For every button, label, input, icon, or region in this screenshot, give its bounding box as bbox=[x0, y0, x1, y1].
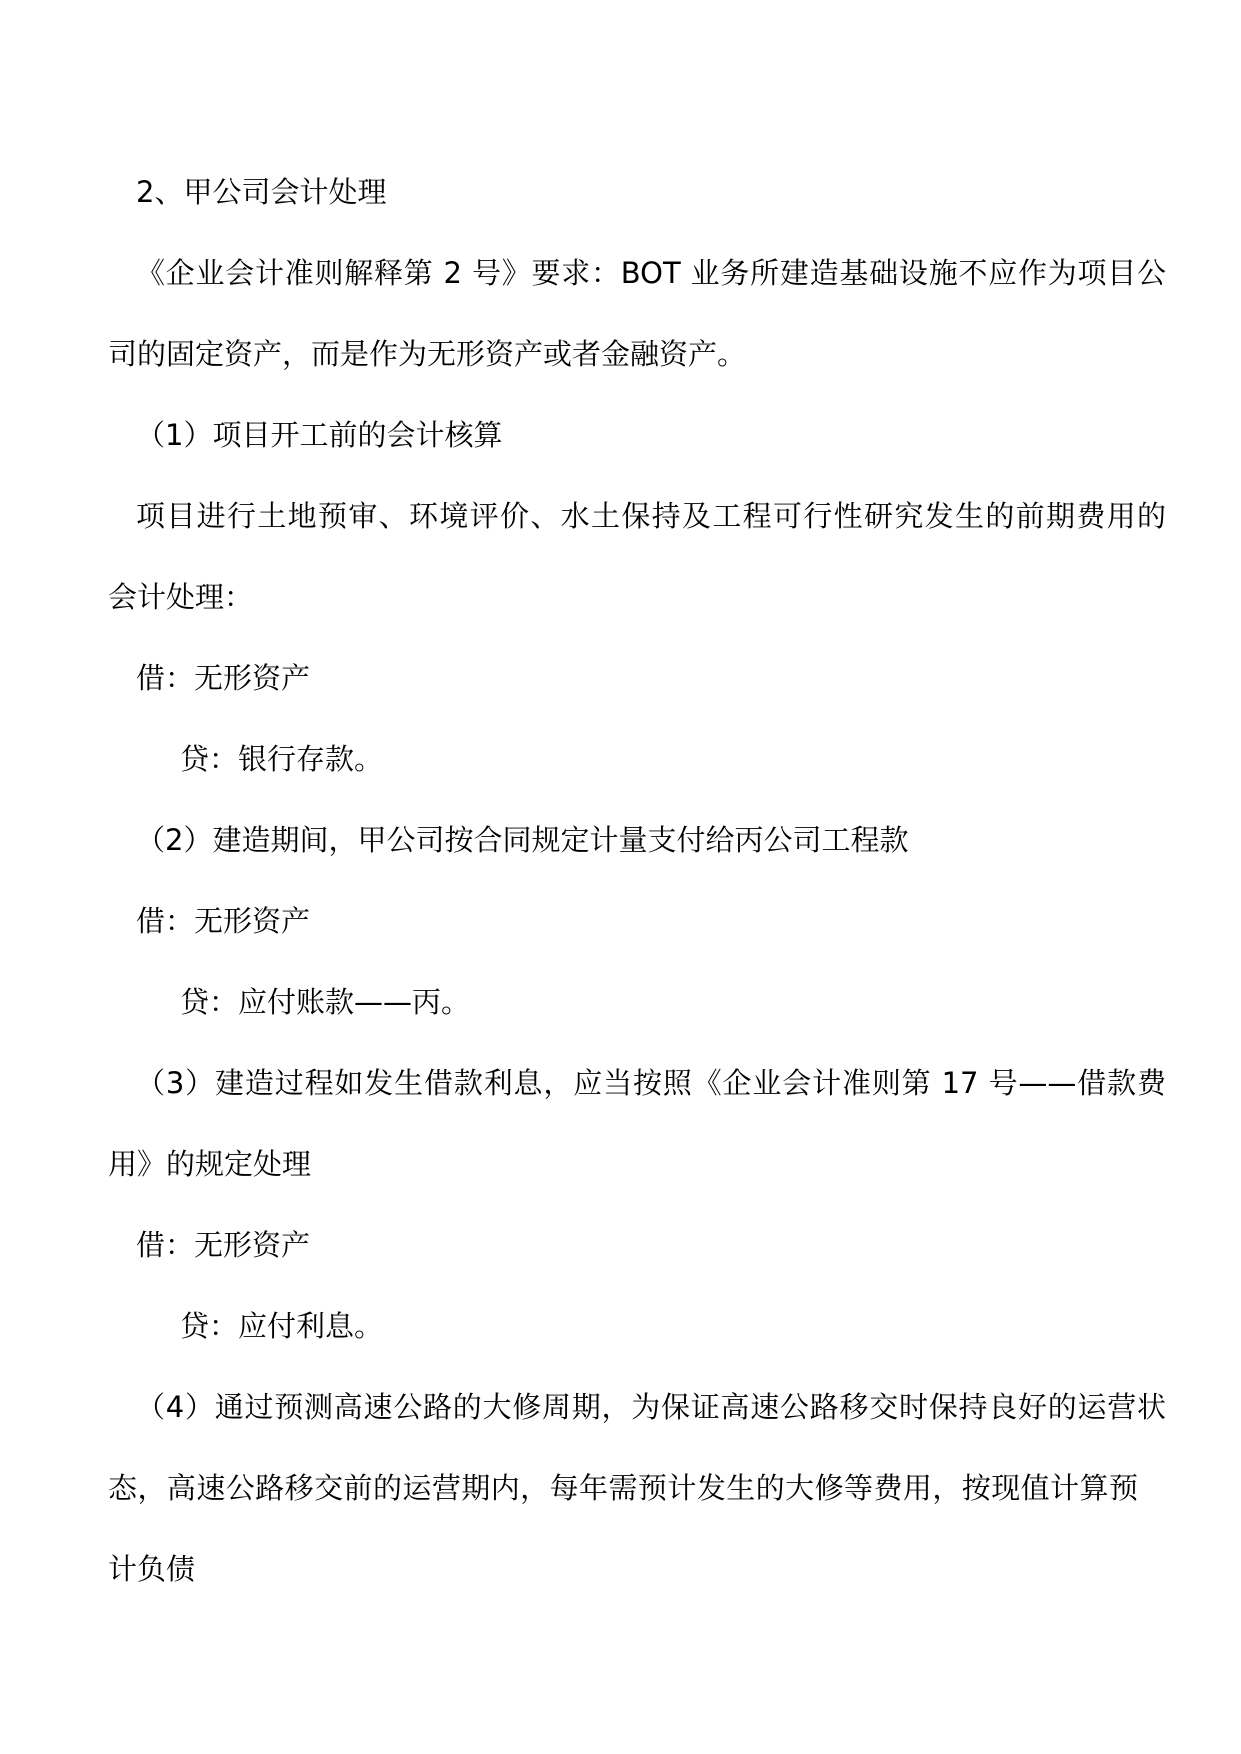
paragraph-line: 会计处理： bbox=[108, 580, 254, 614]
subsection-heading: （4）通过预测高速公路的大修周期，为保证高速公路移交时保持良好的运营状 bbox=[136, 1390, 1166, 1424]
subsection-heading: （1）项目开工前的会计核算 bbox=[136, 418, 503, 452]
paragraph-line: 态，高速公路移交前的运营期内，每年需预计发生的大修等费用，按现值计算预 bbox=[108, 1471, 1138, 1505]
paragraph-line: 计负债 bbox=[108, 1552, 196, 1586]
paragraph-line: 项目进行土地预审、环境评价、水土保持及工程可行性研究发生的前期费用的 bbox=[136, 499, 1166, 533]
debit-entry: 借：无形资产 bbox=[136, 661, 311, 695]
subsection-heading: （3）建造过程如发生借款利息，应当按照《企业会计准则第 17 号——借款费 bbox=[136, 1066, 1166, 1100]
credit-entry: 贷：应付账款——丙。 bbox=[180, 985, 471, 1019]
credit-entry: 贷：银行存款。 bbox=[180, 742, 384, 776]
section-heading: 2、甲公司会计处理 bbox=[136, 175, 387, 209]
paragraph-line: 《企业会计准则解释第 2 号》要求：BOT 业务所建造基础设施不应作为项目公 bbox=[136, 256, 1166, 290]
subsection-heading: （2）建造期间，甲公司按合同规定计量支付给丙公司工程款 bbox=[136, 823, 909, 857]
debit-entry: 借：无形资产 bbox=[136, 1228, 311, 1262]
debit-entry: 借：无形资产 bbox=[136, 904, 311, 938]
paragraph-line: 司的固定资产，而是作为无形资产或者金融资产。 bbox=[108, 337, 747, 371]
credit-entry: 贷：应付利息。 bbox=[180, 1309, 384, 1343]
paragraph-line: 用》的规定处理 bbox=[108, 1147, 312, 1181]
